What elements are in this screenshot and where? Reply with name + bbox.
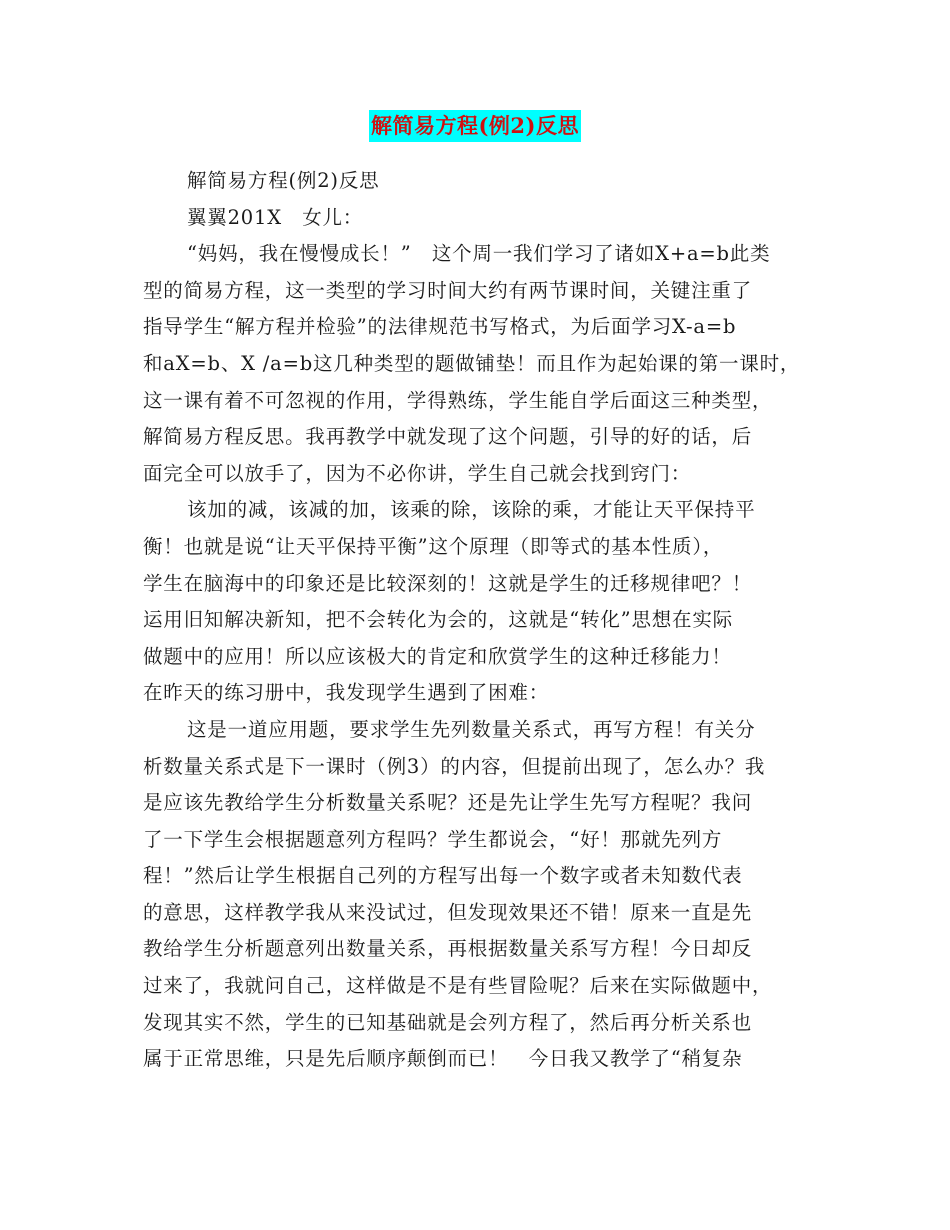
page-title: 解简易方程(例2)反思 <box>369 110 581 142</box>
body-line: 过来了，我就问自己，这样做是不是有些冒险呢？后来在实际做题中， <box>143 974 773 998</box>
body-line: 属于正常思维，只是先后顺序颠倒而已！ 今日我又教学了“稍复杂 <box>143 1047 743 1071</box>
body-line: 这是一道应用题，要求学生先列数量关系式，再写方程！有关分 <box>187 717 756 741</box>
body-line: 运用旧知解决新知，把不会转化为会的，这就是“转化”思想在实际 <box>143 608 733 632</box>
body-line: 发现其实不然，学生的已知基础就是会列方程了，然后再分析关系也 <box>143 1010 753 1034</box>
body-line: 析数量关系式是下一课时（例3）的内容，但提前出现了，怎么办？我 <box>143 754 766 778</box>
body-line: 解简易方程(例2)反思 <box>187 169 380 192</box>
body-line: 是应该先教给学生分析数量关系呢？还是先让学生先写方程呢？我问 <box>143 791 753 815</box>
body-line: 解简易方程反思。我再教学中就发现了这个问题，引导的好的话，后 <box>143 425 753 449</box>
body-line: 型的简易方程，这一类型的学习时间大约有两节课时间，关键注重了 <box>143 278 753 302</box>
body-line: 程！”然后让学生根据自己列的方程写出每一个数字或者未知数代表 <box>143 864 743 888</box>
body-line: 了一下学生会根据题意列方程吗？学生都说会，“好！那就先列方 <box>143 827 723 851</box>
body-line: 衡！也就是说“让天平保持平衡”这个原理（即等式的基本性质）， <box>143 534 724 558</box>
document-body <box>143 163 813 1078</box>
body-line: 做题中的应用！所以应该极大的肯定和欣赏学生的这种迁移能力！ <box>143 644 732 668</box>
body-line: 指导学生“解方程并检验”的法律规范书写格式，为后面学习X-a=b <box>143 315 737 339</box>
body-line: 学生在脑海中的印象还是比较深刻的！这就是学生的迁移规律吧？！ <box>143 571 753 595</box>
body-line: 在昨天的练习册中，我发现学生遇到了困难： <box>143 681 550 705</box>
body-line: “妈妈，我在慢慢成长！” 这个周一我们学习了诸如X+a=b此类 <box>187 242 771 266</box>
title-container <box>0 110 950 142</box>
body-line: 该加的减，该减的加，该乘的除，该除的乘，才能让天平保持平 <box>187 498 756 522</box>
body-line: 面完全可以放手了，因为不必你讲，学生自己就会找到窍门： <box>143 461 692 485</box>
body-line: 教给学生分析题意列出数量关系，再根据数量关系写方程！今日却反 <box>143 937 753 961</box>
body-line: 这一课有着不可忽视的作用，学得熟练，学生能自学后面这三种类型， <box>143 388 773 412</box>
body-line: 和aX=b、X /a=b这几种类型的题做铺垫！而且作为起始课的第一课时， <box>143 351 801 375</box>
body-line: 的意思，这样教学我从来没试过，但发现效果还不错！原来一直是先 <box>143 900 753 924</box>
body-line: 翼翼201X 女儿： <box>187 205 364 229</box>
